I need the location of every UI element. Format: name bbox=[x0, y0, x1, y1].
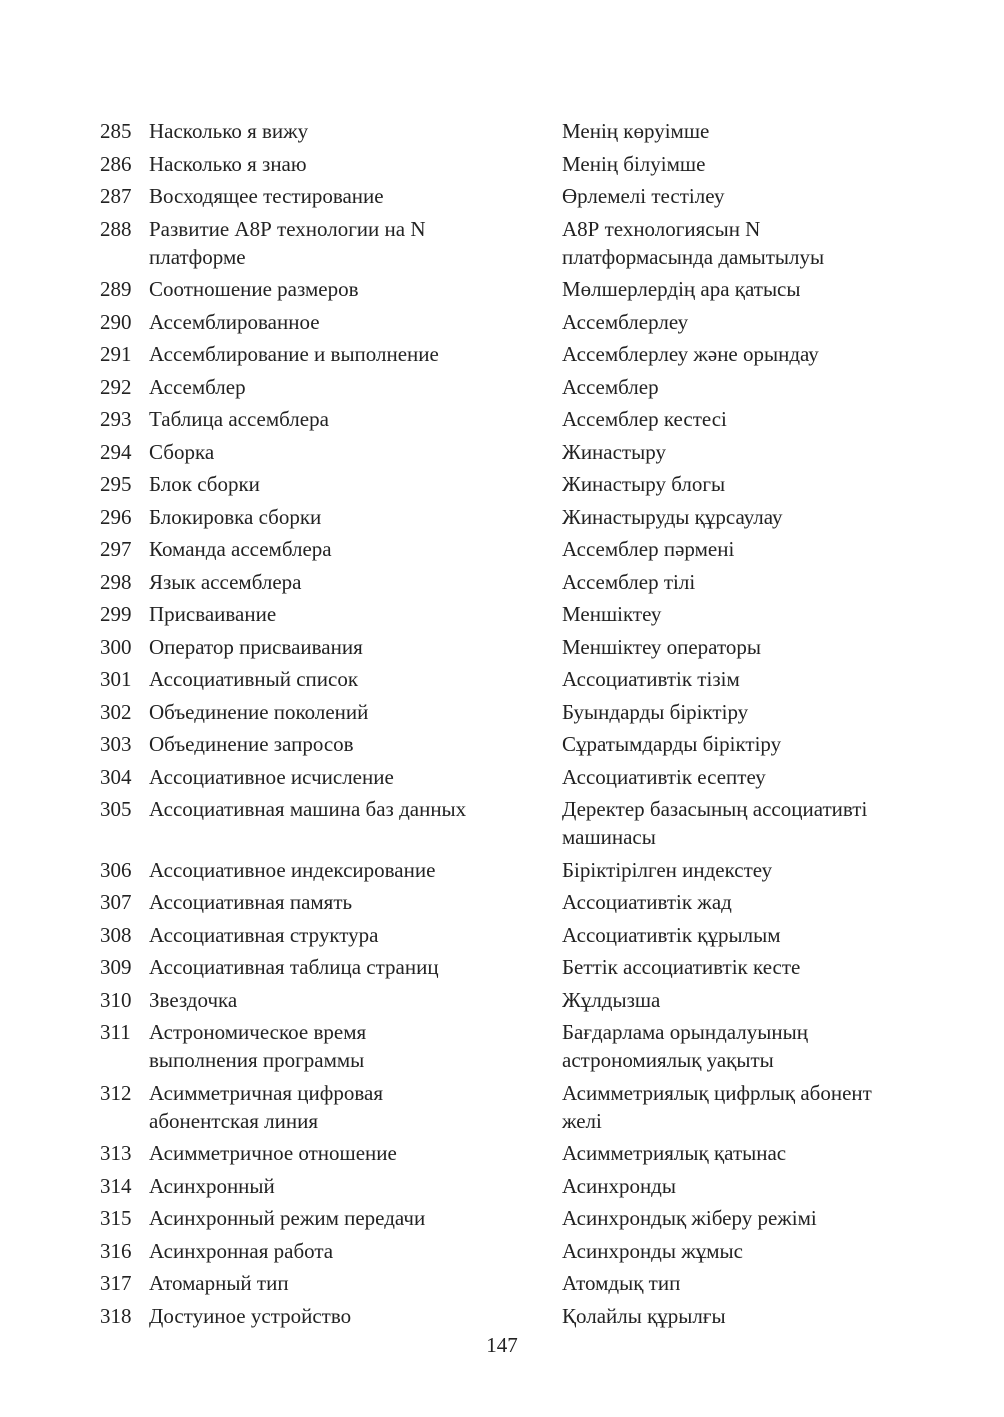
kazakh-term: Асимметриялық қатынас bbox=[562, 1141, 787, 1165]
russian-term: Сборка bbox=[149, 439, 215, 464]
russian-term: Объединение поколений bbox=[149, 699, 369, 724]
russian-term: Достуиное устройство bbox=[149, 1303, 352, 1328]
russian-term: Восходящее тестирование bbox=[149, 184, 384, 208]
russian-term: Асинхронная работа bbox=[149, 1238, 334, 1263]
russian-term: Звездочка bbox=[149, 987, 238, 1012]
entry-number: 288 bbox=[100, 216, 132, 241]
entry-number: 314 bbox=[100, 1173, 132, 1198]
glossary-entry bbox=[100, 438, 920, 466]
glossary-entry bbox=[100, 856, 920, 884]
kazakh-term: Деректер базасының ассоциативті машинасы bbox=[562, 797, 868, 849]
glossary-entry bbox=[100, 921, 920, 949]
russian-term: Ассемблирование и выполнение bbox=[149, 342, 439, 366]
russian-term: Команда ассемблера bbox=[149, 537, 332, 561]
russian-term: Насколько я знаю bbox=[149, 151, 307, 176]
kazakh-term: Ассоциативтік есептеу bbox=[562, 764, 766, 789]
glossary-entry bbox=[100, 503, 920, 531]
glossary-entry bbox=[100, 1172, 920, 1200]
entry-number: 289 bbox=[100, 277, 132, 301]
entry-number: 285 bbox=[100, 119, 132, 143]
entry-number: 292 bbox=[100, 374, 132, 399]
entry-number: 293 bbox=[100, 407, 132, 431]
glossary-entry bbox=[100, 182, 920, 210]
russian-term: Асинхронный bbox=[149, 1173, 275, 1198]
kazakh-term: Біріктірілген индекстеу bbox=[562, 857, 773, 882]
russian-term: Блок сборки bbox=[149, 472, 260, 496]
entry-number: 309 bbox=[100, 955, 132, 979]
page-number: 147 bbox=[486, 1333, 518, 1357]
glossary-entry bbox=[100, 698, 920, 726]
russian-term: Ассоциативная машина баз данных bbox=[149, 797, 467, 821]
russian-term: Ассоциативное исчисление bbox=[149, 764, 394, 789]
entry-number: 310 bbox=[100, 987, 132, 1012]
kazakh-term: Ассоциативтік тізім bbox=[562, 667, 740, 691]
glossary-entry bbox=[100, 275, 920, 303]
entry-number: 308 bbox=[100, 922, 132, 947]
russian-term: Ассоциативная память bbox=[149, 890, 353, 914]
kazakh-term: Қолайлы құрылғы bbox=[562, 1303, 726, 1328]
kazakh-term: Меншіктеу bbox=[562, 602, 662, 626]
russian-term: Ассоциативная структура bbox=[149, 922, 379, 947]
kazakh-term: Бағдарлама орындалуының астрономиялық уақыты bbox=[562, 1020, 808, 1072]
russian-term: Блокировка сборки bbox=[149, 504, 322, 529]
glossary-entry bbox=[100, 535, 920, 563]
russian-term: Ассоциативная таблица страниц bbox=[149, 955, 439, 979]
kazakh-term: Ассемблер тілі bbox=[562, 569, 696, 594]
glossary-entry bbox=[100, 373, 920, 401]
entry-number: 312 bbox=[100, 1080, 132, 1105]
kazakh-term: Асинхрондық жіберу режімі bbox=[562, 1206, 817, 1230]
russian-term: Ассемблер bbox=[149, 374, 246, 399]
glossary-entry bbox=[100, 730, 920, 758]
kazakh-term: Меншіктеу операторы bbox=[562, 634, 761, 659]
glossary-entry bbox=[100, 1204, 920, 1232]
russian-term: Оператор присваивания bbox=[149, 634, 363, 659]
glossary-entry bbox=[100, 763, 920, 791]
russian-term: Асимметричное отношение bbox=[149, 1141, 397, 1165]
entry-number: 298 bbox=[100, 569, 132, 594]
russian-term: Асинхронный режим передачи bbox=[149, 1206, 426, 1230]
glossary-entry bbox=[100, 117, 920, 145]
entry-number: 301 bbox=[100, 667, 132, 691]
entry-number: 307 bbox=[100, 890, 132, 914]
russian-term: Развитие А8Р технологии на N платформе bbox=[149, 216, 426, 269]
kazakh-term: Буындарды біріктіру bbox=[562, 699, 749, 724]
russian-term: Ассоциативное индексирование bbox=[149, 857, 436, 882]
kazakh-term: Ассемблер bbox=[562, 374, 659, 399]
glossary-entry bbox=[100, 1269, 920, 1297]
kazakh-term: Атомдық тип bbox=[562, 1271, 681, 1295]
glossary-entry bbox=[100, 1018, 920, 1074]
entry-number: 318 bbox=[100, 1303, 132, 1328]
entry-number: 294 bbox=[100, 439, 132, 464]
entry-number: 296 bbox=[100, 504, 132, 529]
glossary-entry bbox=[100, 1302, 920, 1330]
kazakh-term: Ассоциативтік жад bbox=[562, 890, 732, 914]
glossary-entry bbox=[100, 340, 920, 368]
kazakh-term: Ассемблерлеу және орындау bbox=[562, 342, 819, 366]
entry-number: 300 bbox=[100, 634, 132, 659]
kazakh-term: Асинхронды bbox=[562, 1173, 676, 1198]
kazakh-term: Менің көруімше bbox=[562, 119, 710, 143]
glossary-entry bbox=[100, 986, 920, 1014]
entry-number: 287 bbox=[100, 184, 132, 208]
glossary-entry bbox=[100, 665, 920, 693]
kazakh-term: Мөлшерлердің ара қатысы bbox=[562, 277, 801, 301]
entry-number: 311 bbox=[100, 1020, 131, 1044]
glossary-entry bbox=[100, 953, 920, 981]
glossary-entry bbox=[100, 600, 920, 628]
entry-number: 291 bbox=[100, 342, 132, 366]
kazakh-term: Ассемблер кестесі bbox=[562, 407, 727, 431]
kazakh-term: А8Р технологиясын N платформасында дамытылуы bbox=[562, 216, 825, 269]
entry-number: 297 bbox=[100, 537, 132, 561]
glossary-entry bbox=[100, 888, 920, 916]
russian-term: Язык ассемблера bbox=[149, 569, 302, 594]
russian-term: Атомарный тип bbox=[149, 1271, 289, 1295]
glossary-list bbox=[100, 117, 920, 1334]
glossary-entry bbox=[100, 1237, 920, 1265]
entry-number: 302 bbox=[100, 699, 132, 724]
entry-number: 306 bbox=[100, 857, 132, 882]
kazakh-term: Асинхронды жұмыс bbox=[562, 1238, 743, 1263]
glossary-entry bbox=[100, 795, 920, 851]
glossary-entry bbox=[100, 1079, 920, 1135]
kazakh-term: Жинастыру bbox=[562, 439, 666, 464]
entry-number: 316 bbox=[100, 1238, 132, 1263]
glossary-entry bbox=[100, 308, 920, 336]
russian-term: Таблица ассемблера bbox=[149, 407, 329, 431]
entry-number: 303 bbox=[100, 732, 132, 756]
glossary-entry bbox=[100, 215, 920, 271]
kazakh-term: Ассемблер пәрмені bbox=[562, 537, 735, 561]
kazakh-term: Ассоциативтік құрылым bbox=[562, 922, 781, 947]
glossary-entry bbox=[100, 150, 920, 178]
entry-number: 305 bbox=[100, 797, 132, 821]
entry-number: 299 bbox=[100, 602, 132, 626]
entry-number: 304 bbox=[100, 764, 132, 789]
kazakh-term: Ассемблерлеу bbox=[562, 309, 689, 334]
entry-number: 313 bbox=[100, 1141, 132, 1165]
glossary-entry bbox=[100, 633, 920, 661]
kazakh-term: Өрлемелі тестілеу bbox=[562, 184, 725, 208]
entry-number: 317 bbox=[100, 1271, 132, 1295]
glossary-entry bbox=[100, 405, 920, 433]
kazakh-term: Сұратымдарды біріктіру bbox=[562, 732, 782, 756]
kazakh-term: Жинастыру блогы bbox=[562, 472, 726, 496]
russian-term: Соотношение размеров bbox=[149, 277, 359, 301]
kazakh-term: Беттік ассоциативтік кесте bbox=[562, 955, 801, 979]
kazakh-term: Менің білуімше bbox=[562, 151, 706, 176]
russian-term: Объединение запросов bbox=[149, 732, 354, 756]
entry-number: 315 bbox=[100, 1206, 132, 1230]
glossary-entry bbox=[100, 470, 920, 498]
russian-term: Присваивание bbox=[149, 602, 277, 626]
kazakh-term: Жұлдызша bbox=[562, 987, 661, 1012]
entry-number: 295 bbox=[100, 472, 132, 496]
kazakh-term: Жинастыруды құрсаулау bbox=[562, 504, 783, 529]
russian-term: Ассемблированное bbox=[149, 309, 320, 334]
russian-term: Ассоциативный список bbox=[149, 667, 359, 691]
glossary-entry bbox=[100, 1139, 920, 1167]
russian-term: Асимметричная цифровая абонентская линия bbox=[149, 1080, 384, 1133]
entry-number: 290 bbox=[100, 309, 132, 334]
russian-term: Астрономическое время выполнения программы bbox=[149, 1020, 367, 1072]
glossary-entry bbox=[100, 568, 920, 596]
entry-number: 286 bbox=[100, 151, 132, 176]
kazakh-term: Асимметриялық цифрлық абонент желі bbox=[562, 1080, 872, 1133]
russian-term: Насколько я вижу bbox=[149, 119, 309, 143]
